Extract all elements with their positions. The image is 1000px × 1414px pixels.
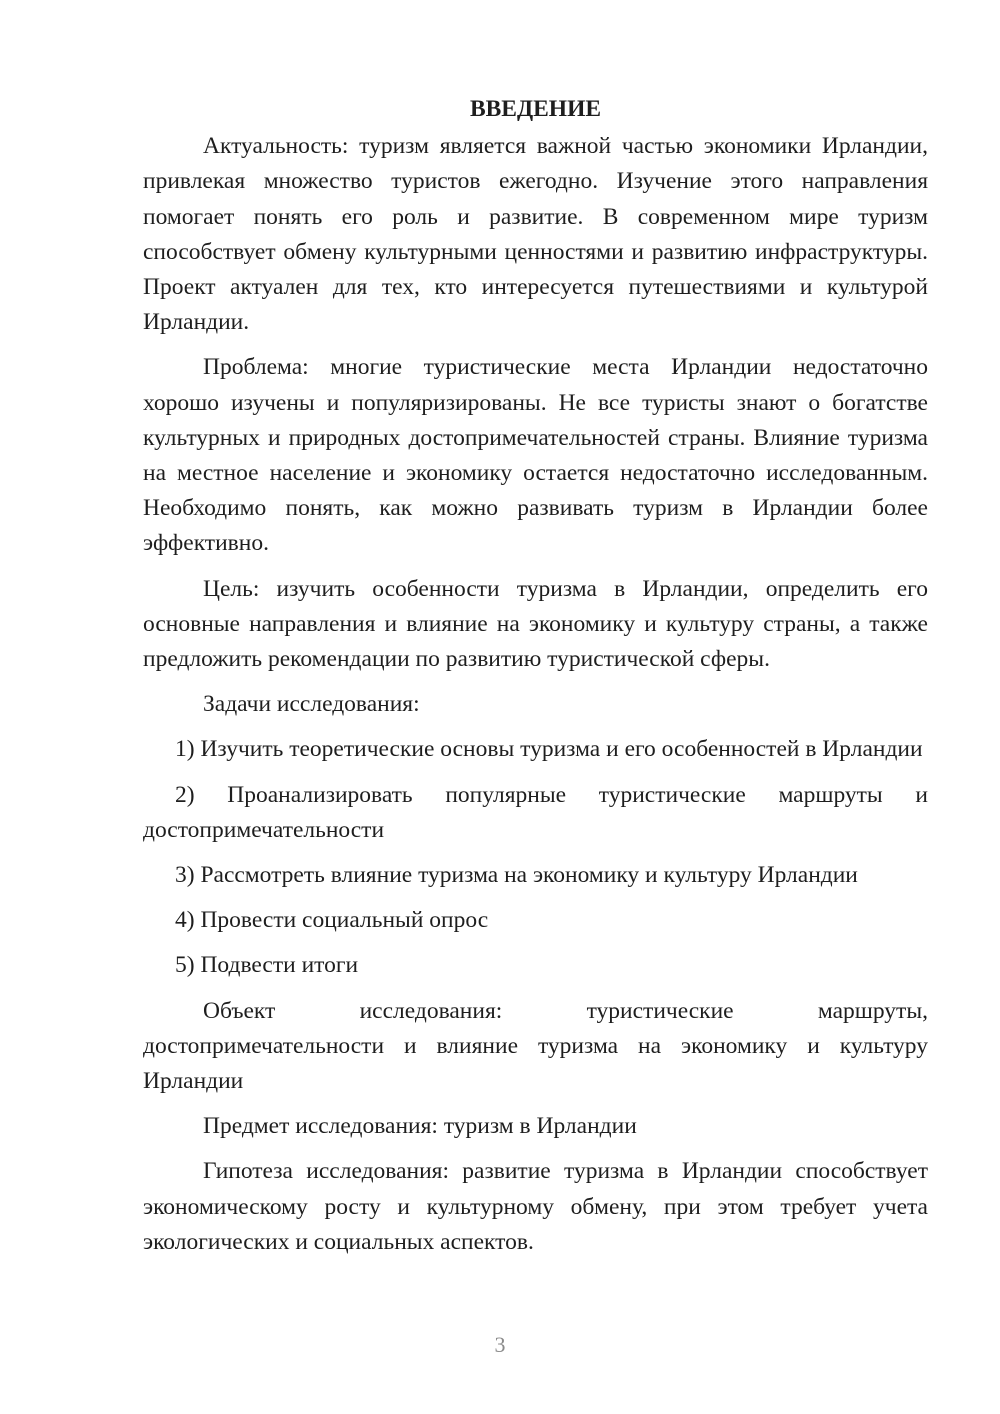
task-item: 3) Рассмотреть влияние туризма на экономику и культуру Ирландии xyxy=(175,862,858,889)
document-page xyxy=(143,92,928,1270)
problem-paragraph: Проблема: многие туристические места Ирландии недостаточно хорошо изучены и популяризированы. Не все туристы знают о богатстве культурных и природных достопримечательностей страны. Влияние туризма на местное население и экономику остается недостаточно исследованным. Необходимо понять, как можно развивать туризм в Ирландии более эффективно. xyxy=(143,354,928,557)
task-item: 1) Изучить теоретические основы туризма и его особенностей в Ирландии xyxy=(175,736,923,763)
object-paragraph: Объект исследования: туристические маршруты, достопримечательности и влияние туризма на экономику и культуру Ирландии xyxy=(143,997,928,1095)
tasks-heading: Задачи исследования: xyxy=(203,691,420,718)
subject-paragraph: Предмет исследования: туризм в Ирландии xyxy=(203,1113,637,1140)
goal-paragraph: Цель: изучить особенности туризма в Ирландии, определить его основные направления и влияние на экономику и культуру страны, а также предложить рекомендации по развитию туристической сферы. xyxy=(143,575,928,673)
task-item: 4) Провести социальный опрос xyxy=(175,907,489,934)
page-title: ВВЕДЕНИЕ xyxy=(469,96,602,122)
page-number: 3 xyxy=(494,1332,506,1357)
task-item: 2) Проанализировать популярные туристические маршруты и достопримечательности xyxy=(143,781,928,843)
task-item: 5) Подвести итоги xyxy=(175,952,359,979)
relevance-paragraph: Актуальность: туризм является важной частью экономики Ирландии, привлекая множество туристов ежегодно. Изучение этого направления помогает понять его роль и развитие. В современном мире туризм способствует обмену культурными ценностями и развитию инфраструктуры. Проект актуален для тех, кто интересуется путешествиями и культурой Ирландии. xyxy=(143,133,928,336)
hypothesis-paragraph: Гипотеза исследования: развитие туризма в Ирландии способствует экономическому росту и культурному обмену, при этом требует учета экологических и социальных аспектов. xyxy=(143,1158,928,1255)
